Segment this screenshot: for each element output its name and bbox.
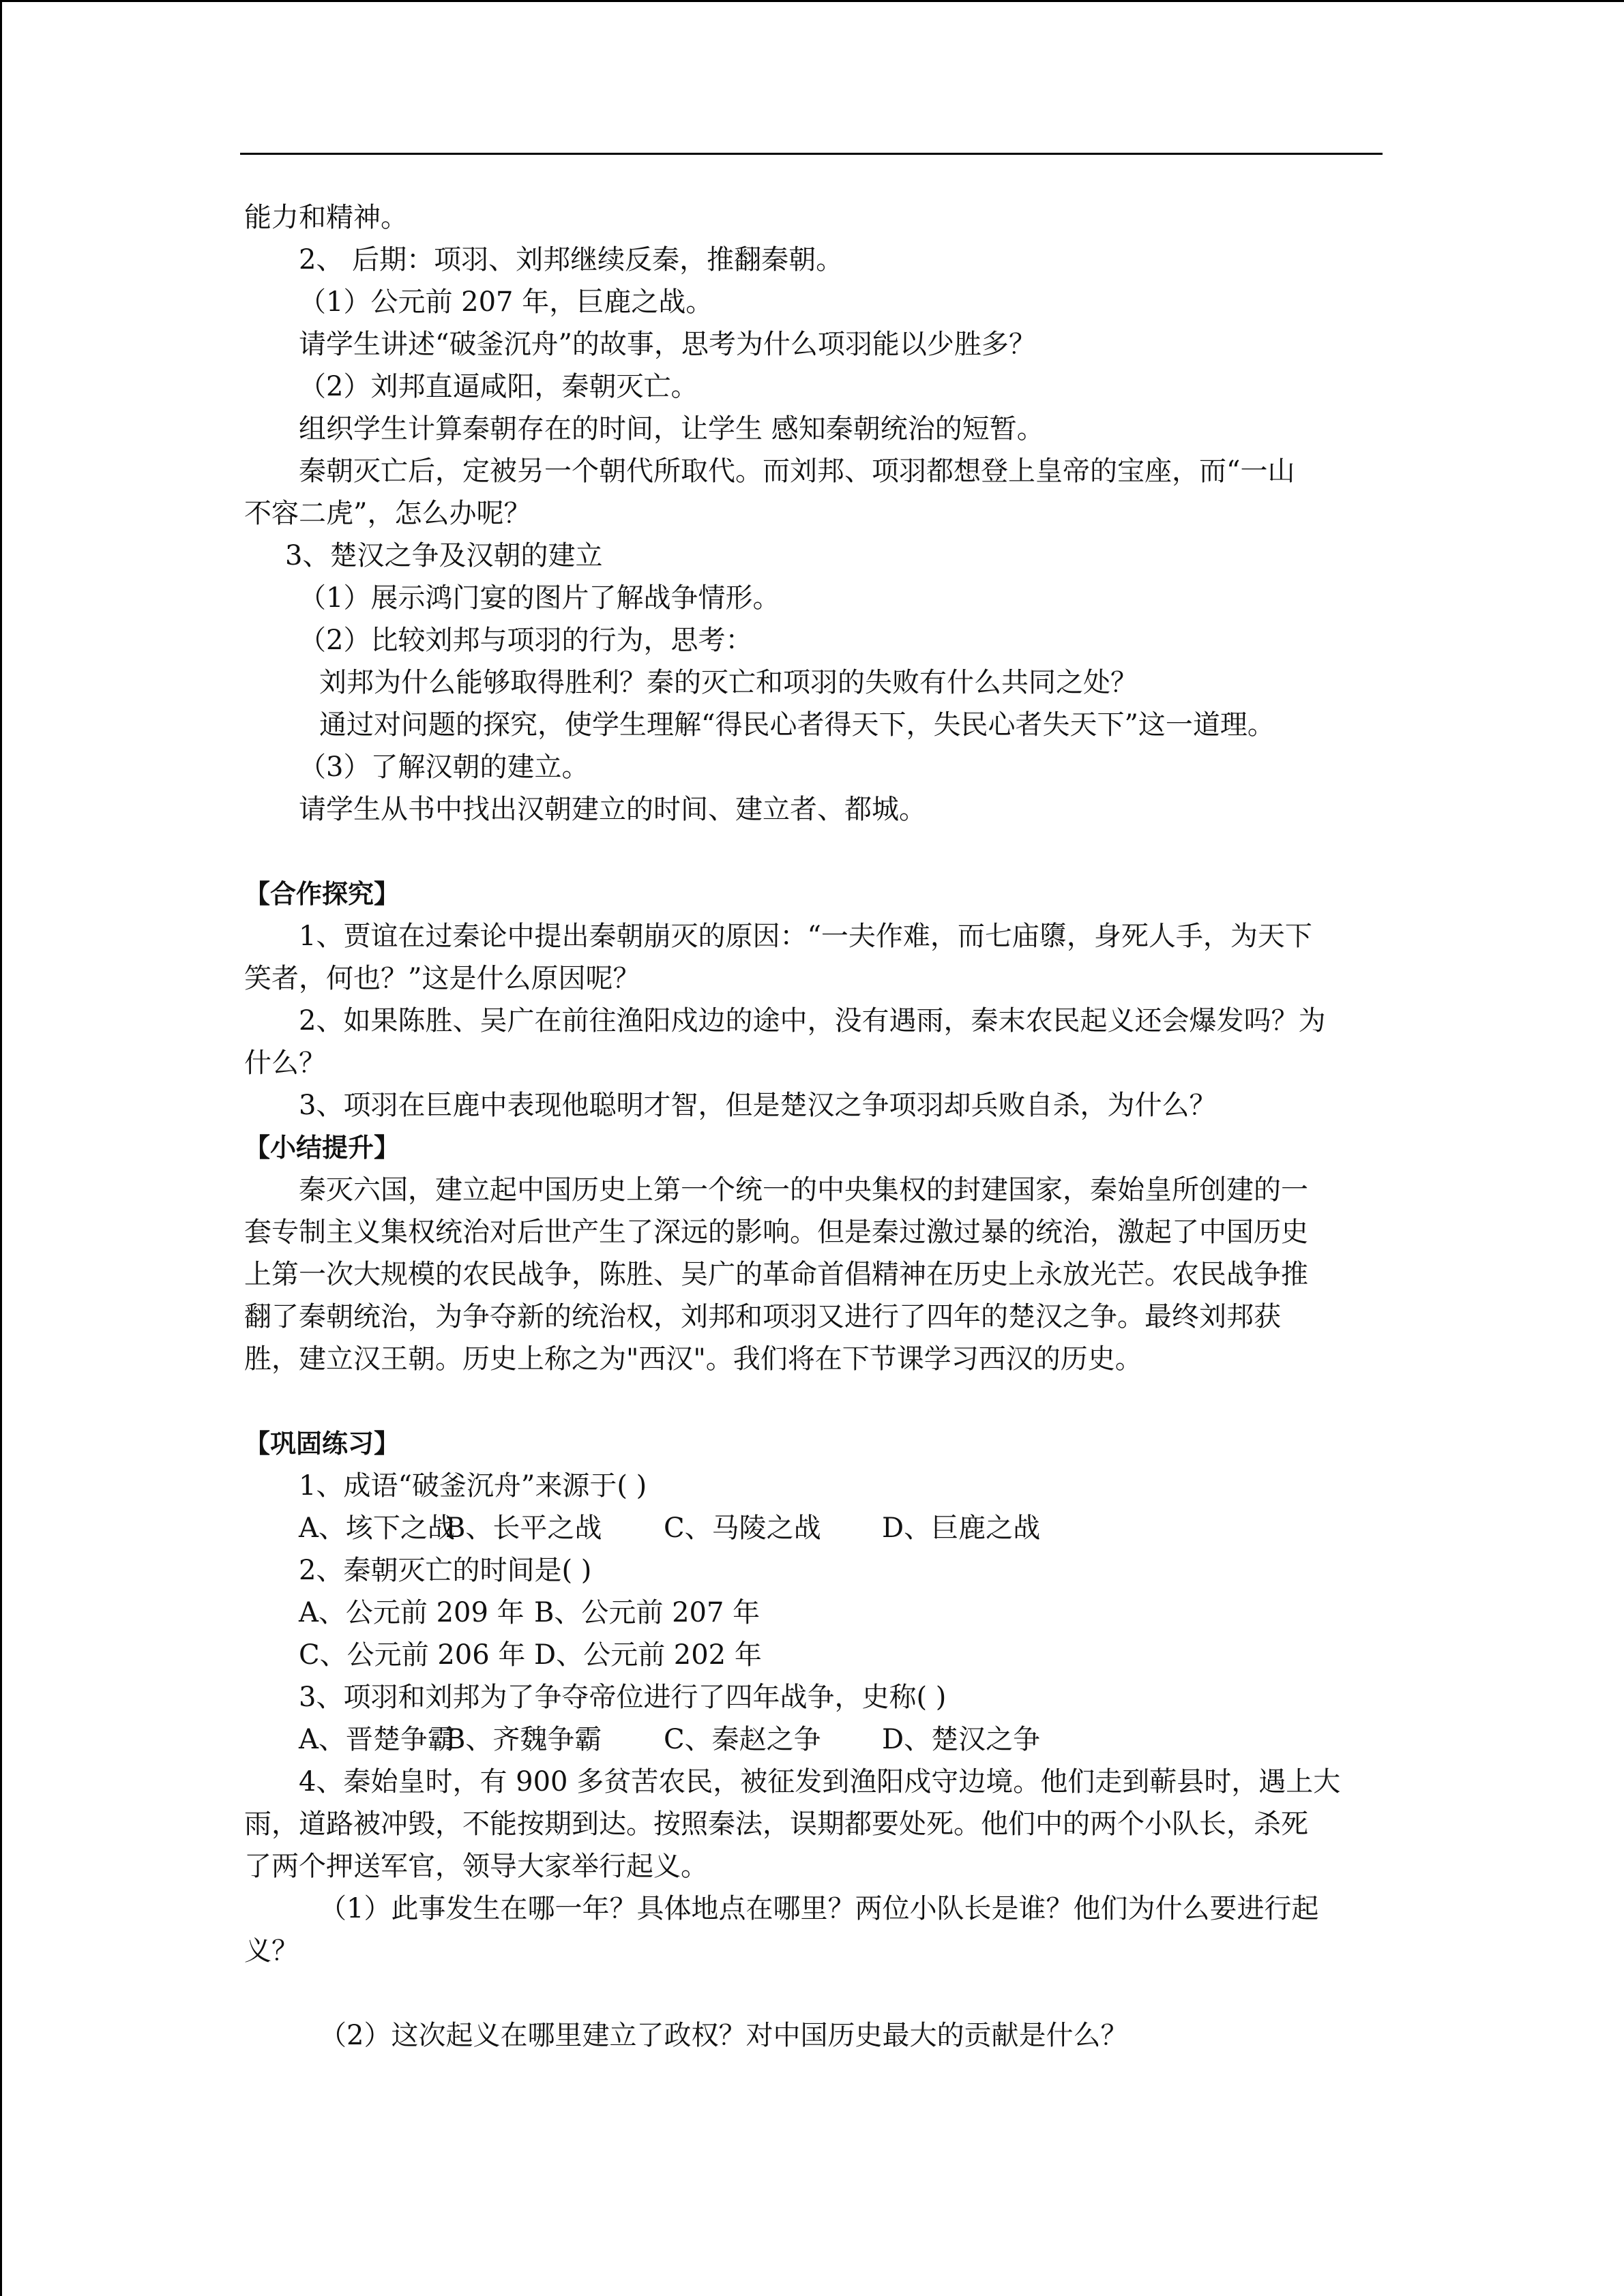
- option: C、马陵之战: [664, 1512, 821, 1544]
- exercise-question: 3、项羽和刘邦为了争夺帝位进行了四年战争，史称( ): [299, 1682, 947, 1713]
- option: D、公元前 202 年: [534, 1639, 762, 1671]
- subsection-title: 3、楚汉之争及汉朝的建立: [285, 540, 603, 571]
- summary-line: 秦灭六国，建立起中国历史上第一个统一的中央集权的封建国家，秦始皇所创建的一: [299, 1174, 1308, 1206]
- option: A、晋楚争霸: [299, 1724, 455, 1755]
- exercise-question: 4、秦始皇时，有 900 多贫苦农民，被征发到渔阳戍守边境。他们走到蕲县时，遇上大: [299, 1766, 1341, 1798]
- exercise-options: [244, 1718, 1380, 1761]
- exercise-options: [244, 1507, 1380, 1549]
- option: A、垓下之战: [299, 1512, 455, 1544]
- summary-line: 套专制主义集权统治对后世产生了深远的影响。但是秦过激过暴的统治，激起了中国历史: [244, 1217, 1308, 1248]
- summary-line: 上第一次大规模的农民战争，陈胜、吴广的革命首倡精神在历史上永放光芒。农民战争推: [244, 1259, 1308, 1290]
- exercise-subquestion: 义？: [244, 1935, 299, 1967]
- option: C、公元前 206 年: [299, 1639, 526, 1671]
- question-line: 3、项羽在巨鹿中表现他聪明才智，但是楚汉之争项羽却兵败自杀，为什么？: [299, 1090, 1217, 1121]
- option: B、公元前 207 年: [534, 1597, 761, 1628]
- exercise-subquestion: （1）此事发生在哪一年？具体地点在哪里？两位小队长是谁？他们为什么要进行起: [319, 1893, 1319, 1924]
- text-line: 秦朝灭亡后，定被另一个朝代所取代。而刘邦、项羽都想登上皇帝的宝座，而“一山: [299, 456, 1295, 487]
- summary-line: 胜，建立汉王朝。历史上称之为"西汉"。我们将在下节课学习西汉的历史。: [244, 1343, 1142, 1375]
- summary-line: 翻了秦朝统治，为争夺新的统治权，刘邦和项羽又进行了四年的楚汉之争。最终刘邦获: [244, 1301, 1281, 1332]
- exercise-question: 1、成语“破釜沉舟”来源于( ): [299, 1470, 647, 1502]
- question-line: 1、贾谊在过秦论中提出秦朝崩灭的原因：“一夫作难，而七庙隳，身死人手，为天下: [299, 921, 1312, 952]
- text-line: （2）比较刘邦与项羽的行为，思考：: [299, 625, 753, 656]
- document-body: [244, 196, 1380, 2057]
- text-line: （1）展示鸿门宴的图片了解战争情形。: [299, 582, 780, 614]
- text-line: 请学生讲述“破釜沉舟”的故事，思考为什么项羽能以少胜多？: [299, 329, 1036, 360]
- text-line: 刘邦为什么能够取得胜利？秦的灭亡和项羽的失败有什么共同之处？: [319, 667, 1138, 698]
- text-line: 请学生从书中找出汉朝建立的时间、建立者、都城。: [299, 794, 926, 825]
- text-line: （3）了解汉朝的建立。: [299, 751, 589, 783]
- header-rule: [240, 153, 1383, 155]
- option: C、秦赵之争: [664, 1724, 821, 1755]
- option: D、巨鹿之战: [882, 1512, 1041, 1544]
- exercise-options: [244, 1592, 1380, 1634]
- text-line: 组织学生计算秦朝存在的时间，让学生 感知秦朝统治的短暂。: [299, 413, 1044, 445]
- exercise-question: 2、秦朝灭亡的时间是( ): [299, 1555, 592, 1586]
- text-line: 能力和精神。: [244, 202, 408, 233]
- text-line: （2）刘邦直逼咸阳，秦朝灭亡。: [299, 371, 698, 402]
- question-line: 笑者，何也？”这是什么原因呢？: [244, 963, 640, 994]
- text-line: 通过对问题的探究，使学生理解“得民心者得天下，失民心者失天下”这一道理。: [319, 709, 1275, 741]
- text-line: 不容二虎”，怎么办呢？: [244, 498, 531, 529]
- question-line: 2、如果陈胜、吴广在前往渔阳戍边的途中，没有遇雨，秦末农民起义还会爆发吗？为: [299, 1005, 1326, 1037]
- section-heading-exercises: 【巩固练习】: [244, 1429, 400, 1459]
- section-heading-summary: 【小结提升】: [244, 1133, 400, 1163]
- section-heading-cooperation: 【合作探究】: [244, 879, 400, 909]
- text-line: （1）公元前 207 年，巨鹿之战。: [299, 286, 713, 318]
- option: B、长平之战: [445, 1512, 602, 1544]
- question-line: 什么？: [244, 1047, 326, 1079]
- option: B、齐魏争霸: [445, 1724, 602, 1755]
- exercise-question: 雨，道路被冲毁，不能按期到达。按照秦法，误期都要处死。他们中的两个小队长，杀死: [244, 1808, 1308, 1840]
- text-line: 2、 后期：项羽、刘邦继续反秦，推翻秦朝。: [299, 244, 844, 275]
- option: A、公元前 209 年: [299, 1597, 525, 1628]
- page-border-left: [0, 0, 2, 2296]
- page-border-top: [0, 0, 1624, 2]
- exercise-subquestion: （2）这次起义在哪里建立了政权？对中国历史最大的贡献是什么？: [319, 2020, 1128, 2051]
- option: D、楚汉之争: [882, 1724, 1041, 1755]
- exercise-options: [244, 1634, 1380, 1676]
- exercise-question: 了两个押送军官，领导大家举行起义。: [244, 1851, 708, 1882]
